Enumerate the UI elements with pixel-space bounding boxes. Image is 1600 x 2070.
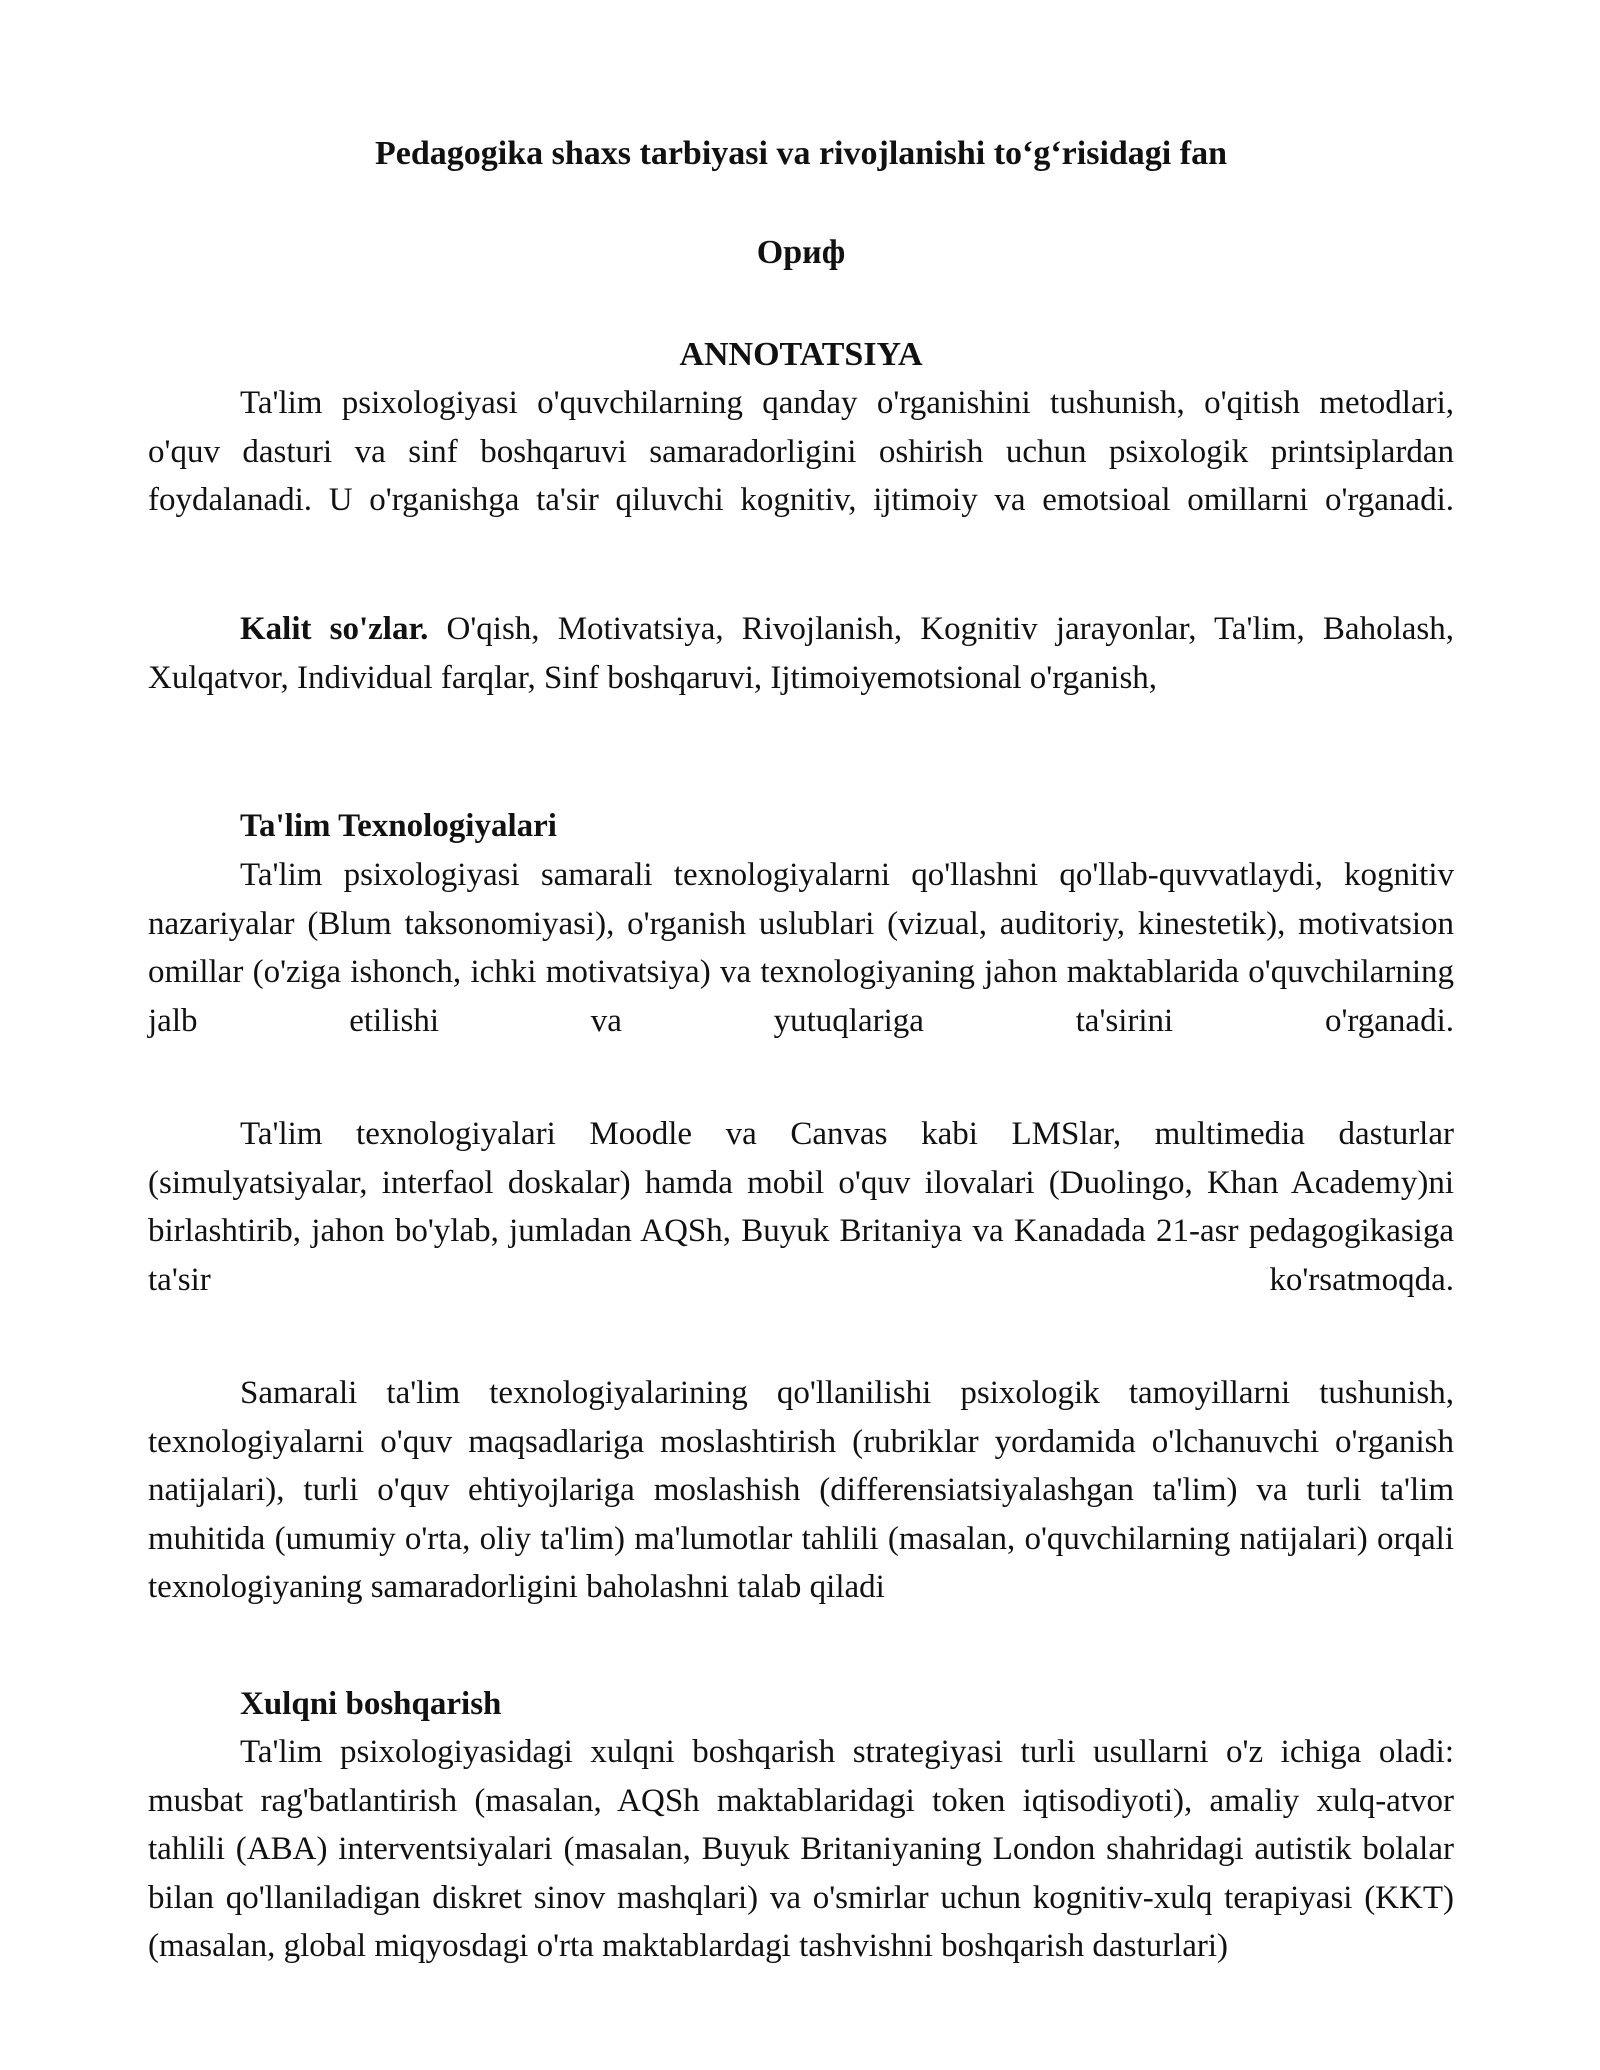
annotation-heading: ANNOTATSIYA bbox=[679, 336, 923, 373]
annotation-text: Ta'lim psixologiyasi o'quvchilarning qanday o'rganishini tushunish, o'qitish metodlari, o'quv dasturi va sinf boshqaruvi samaradorligini oshirish uchun psixologik printsiplardan foydalanadi. U o'rganishga ta'sir qiluvchi kognitiv, ijtimoiy va emotsioal omillarni o'rganadi. bbox=[148, 385, 1454, 518]
behavior-paragraph-1 bbox=[148, 1728, 1454, 1971]
section-heading-technology: Ta'lim Texnologiyalari bbox=[240, 808, 557, 844]
keywords-paragraph bbox=[148, 605, 1454, 702]
keywords-text: O'qish, Motivatsiya, Rivojlanish, Kognitiv jarayonlar, Ta'lim, Baholash, Xulqatvor, Individual farqlar, Sinf boshqaruvi, Ijtimoiyemotsional o'rganish, bbox=[148, 611, 1454, 696]
technology-paragraph-2 bbox=[148, 1110, 1454, 1304]
technology-paragraph-1 bbox=[148, 851, 1454, 1045]
technology-paragraph-3 bbox=[148, 1369, 1454, 1612]
keywords-label: Kalit so'zlar. bbox=[240, 611, 429, 647]
annotation-paragraph bbox=[148, 379, 1454, 525]
author-name: Ориф bbox=[756, 234, 846, 271]
document-title: Pedagogika shaxs tarbiyasi va rivojlanishi to‘g‘risidagi fan bbox=[375, 135, 1227, 172]
technology-paragraph-1-text: Ta'lim psixologiyasi samarali texnologiyalarni qo'llashni qo'llab-quvvatlaydi, kognitiv nazariyalar (Blum taksonomiyasi), o'rganish uslublari (vizual, auditoriy, kinestetik), motivatsion omillar (o'ziga ishonch, ichki motivatsiya) va texnologiyaning jahon maktablarida o'quvchilarning jalb etilishi va yutuqlariga ta'sirini o'rganadi. bbox=[148, 857, 1454, 1039]
behavior-paragraph-1-text: Ta'lim psixologiyasidagi xulqni boshqarish strategiyasi turli usullarni o'z ichiga oladi: musbat rag'batlantirish (masalan, AQSh maktablaridagi token iqtisodiyoti), amaliy xulq-atvor tahlili (ABA) interventsiyalari (masalan, Buyuk Britaniyaning London shahridagi autistik bolalar bilan qo'llaniladigan diskret sinov mashqlari) va o'smirlar uchun kognitiv-xulq terapiyasi (KKT) (masalan, global miqyosdagi o'rta maktablardagi tashvishni boshqarish dasturlari) bbox=[148, 1734, 1454, 1964]
technology-paragraph-3-text: Samarali ta'lim texnologiyalarining qo'llanilishi psixologik tamoyillarni tushunish, texnologiyalarni o'quv maqsadlariga moslashtirish (rubriklar yordamida o'lchanuvchi o'rganish natijalari), turli o'quv ehtiyojlariga moslashish (differensiatsiyalashgan ta'lim) va turli ta'lim muhitida (umumiy o'rta, oliy ta'lim) ma'lumotlar tahlili (masalan, o'quvchilarning natijalari) orqali texnologiyaning samaradorligini baholashni talab qiladi bbox=[148, 1375, 1454, 1605]
section-heading-behavior: Xulqni boshqarish bbox=[240, 1686, 502, 1722]
technology-paragraph-2-text: Ta'lim texnologiyalari Moodle va Canvas kabi LMSlar, multimedia dasturlar (simulyatsiyalar, interfaol doskalar) hamda mobil o'quv ilovalari (Duolingo, Khan Academy)ni birlashtirib, jahon bo'ylab, jumladan AQSh, Buyuk Britaniya va Kanadada 21-asr pedagogikasiga ta'sir ko'rsatmoqda. bbox=[148, 1116, 1454, 1298]
